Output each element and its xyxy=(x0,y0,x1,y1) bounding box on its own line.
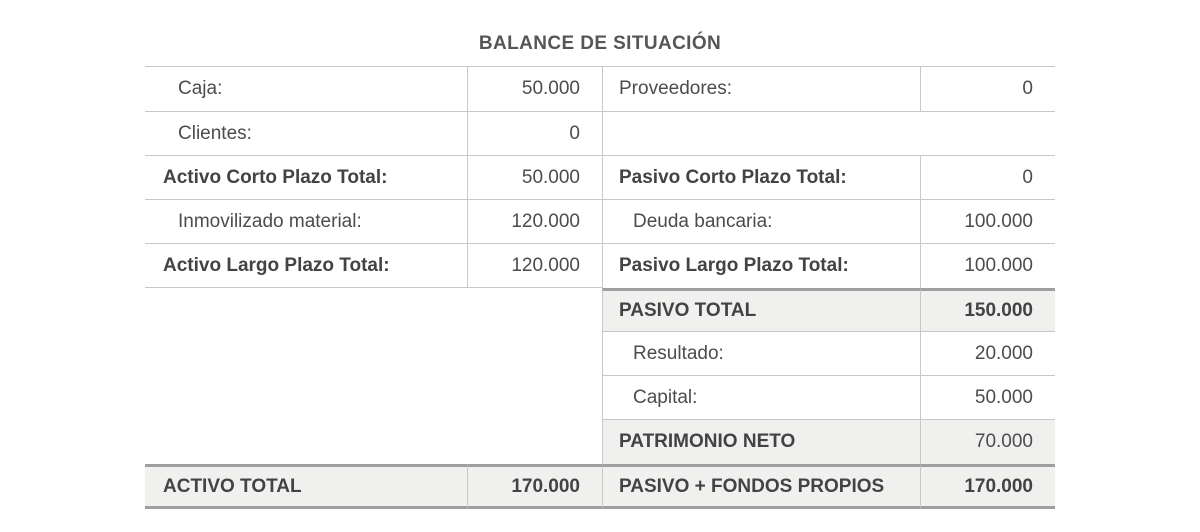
pasivo-total-label: PASIVO TOTAL xyxy=(602,288,920,332)
resultado-value: 20.000 xyxy=(920,332,1055,376)
page-title: BALANCE DE SITUACIÓN xyxy=(478,33,722,54)
inmovilizado-material-label: Inmovilizado material: xyxy=(145,200,467,244)
capital-label: Capital: xyxy=(602,376,920,420)
pasivo-largo-plazo-total-label: Pasivo Largo Plazo Total: xyxy=(602,244,920,288)
patrimonio-neto-value: 70.000 xyxy=(920,420,1055,464)
proveedores-value: 0 xyxy=(920,66,1055,112)
pasivo-fondos-propios-value: 170.000 xyxy=(920,464,1055,509)
activo-corto-plazo-total-value: 50.000 xyxy=(467,156,602,200)
clientes-label: Clientes: xyxy=(145,112,467,156)
pasivo-largo-plazo-total-value: 100.000 xyxy=(920,244,1055,288)
pasivo-corto-plazo-total-label: Pasivo Corto Plazo Total: xyxy=(602,156,920,200)
balance-table xyxy=(145,66,1055,509)
empty-block-left xyxy=(145,288,602,464)
activo-total-label: ACTIVO TOTAL xyxy=(145,464,467,509)
activo-largo-plazo-total-value: 120.000 xyxy=(467,244,602,288)
capital-value: 50.000 xyxy=(920,376,1055,420)
caja-label: Caja: xyxy=(145,66,467,112)
activo-largo-plazo-total-label: Activo Largo Plazo Total: xyxy=(145,244,467,288)
proveedores-label: Proveedores: xyxy=(602,66,920,112)
empty-row-right xyxy=(602,112,1055,156)
activo-total-value: 170.000 xyxy=(467,464,602,509)
caja-value: 50.000 xyxy=(467,66,602,112)
clientes-value: 0 xyxy=(467,112,602,156)
deuda-bancaria-value: 100.000 xyxy=(920,200,1055,244)
resultado-label: Resultado: xyxy=(602,332,920,376)
activo-corto-plazo-total-label: Activo Corto Plazo Total: xyxy=(145,156,467,200)
pasivo-fondos-propios-label: PASIVO + FONDOS PROPIOS xyxy=(602,464,920,509)
pasivo-total-value: 150.000 xyxy=(920,288,1055,332)
inmovilizado-material-value: 120.000 xyxy=(467,200,602,244)
deuda-bancaria-label: Deuda bancaria: xyxy=(602,200,920,244)
pasivo-corto-plazo-total-value: 0 xyxy=(920,156,1055,200)
patrimonio-neto-label: PATRIMONIO NETO xyxy=(602,420,920,464)
